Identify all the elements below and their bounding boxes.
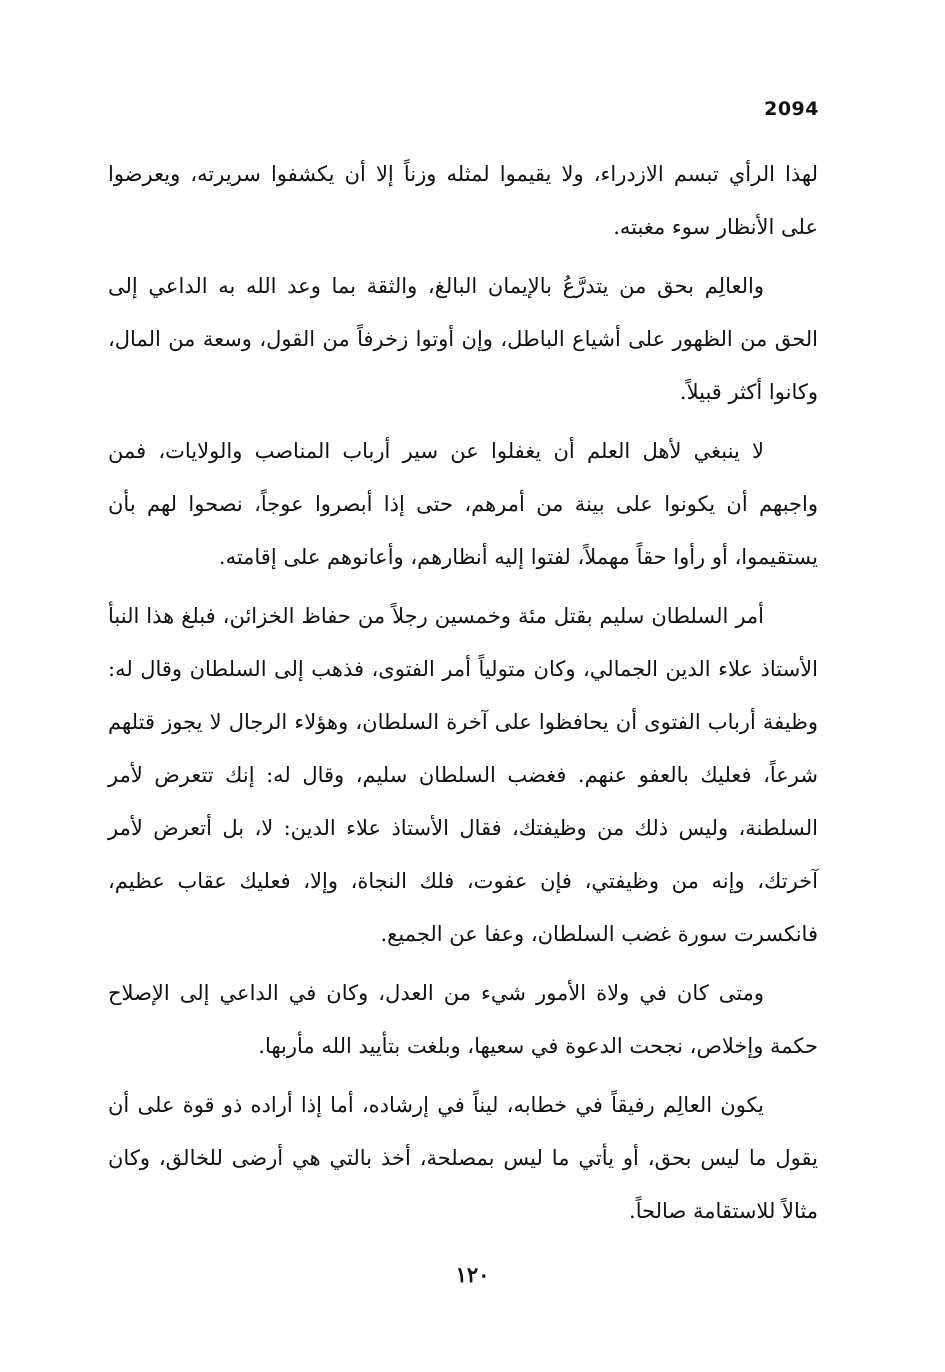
paragraph-1: لهذا الرأي تبسم الازدراء، ولا يقيموا لمثله وزناً إلا أن يكشفوا سريرته، ويعرضوا على الأنظار سوء مغبته. <box>108 162 818 239</box>
paragraph-3: لا ينبغي لأهل العلم أن يغفلوا عن سير أرباب المناصب والولايات، فمن واجبهم أن يكونوا على بينة من أمرهم، حتى إذا أبصروا عوجاً، نصحوا لهم بأن يستقيموا، أو رأوا حقاً مهملاً، لفتوا إليه أنظارهم، وأعانوهم على إقامته. <box>108 439 818 569</box>
paragraph-2: والعالِم بحق من يتدرَّعُ بالإيمان البالغ، والثقة بما وعد الله به الداعي إلى الحق من الظهور على أشياع الباطل، وإن أوتوا زخرفاً من القول، وسعة من المال، وكانوا أكثر قبيلاً. <box>108 274 818 404</box>
page-number: ١٢٠ <box>455 1262 490 1287</box>
paragraph-6: يكون العالِم رفيقاً في خطابه، ليناً في إرشاده، أما إذا أراده ذو قوة على أن يقول ما ليس بحق، أو يأتي ما ليس بمصلحة، أخذ بالتي هي أرضى للخالق، وكان مثالاً للاستقامة صالحاً. <box>108 1093 818 1223</box>
paragraph-5: ومتى كان في ولاة الأمور شيء من العدل، وكان في الداعي إلى الإصلاح حكمة وإخلاص، نجحت الدعوة في سعيها، وبلغت بتأييد الله مأربها. <box>108 981 818 1058</box>
page-id-label: 2094 <box>764 98 819 120</box>
paragraph-4: أمر السلطان سليم بقتل مئة وخمسين رجلاً من حفاظ الخزائن، فبلغ هذا النبأ الأستاذ علاء الدين الجمالي، وكان متولياً أمر الفتوى، فذهب إلى السلطان وقال له: وظيفة أرباب الفتوى أن يحافظوا على آخرة السلطان، وهؤلاء الرجال لا يجوز قتلهم شرعاً، فعليك بالعفو عنهم. فغضب السلطان سليم، وقال له: إنك تتعرض لأمر السلطنة، وليس ذلك من وظيفتك، فقال الأستاذ علاء الدين: لا، بل أتعرض لأمر آخرتك، وإنه من وظيفتي، فإن عفوت، فلك النجاة، وإلا، فعليك عقاب عظيم، فانكسرت سورة غضب السلطان، وعفا عن الجميع. <box>108 604 818 946</box>
body-text <box>108 148 818 1244</box>
